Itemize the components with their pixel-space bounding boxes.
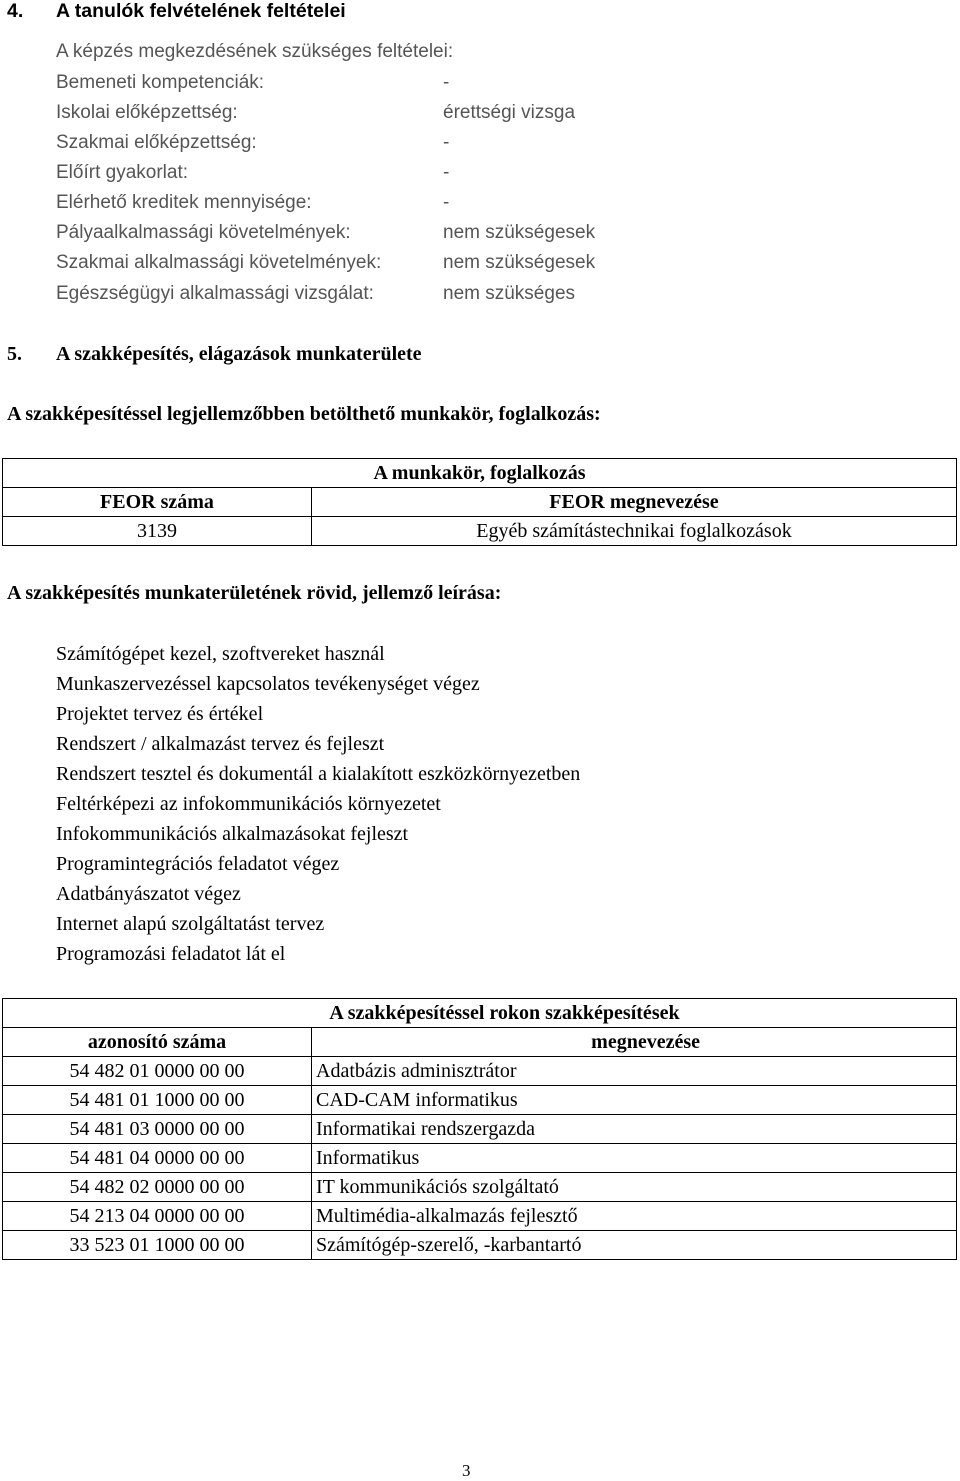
list-item: Adatbányászatot végez [56, 883, 241, 905]
description-heading: A szakképesítés munkaterületének rövid, jellemző leírása: [7, 582, 502, 604]
qualification-id: 54 481 03 0000 00 00 [3, 1115, 312, 1144]
section-number: 4. [7, 0, 24, 22]
qualification-name: CAD-CAM informatikus [312, 1086, 957, 1115]
feor-code: 3139 [3, 517, 312, 546]
req-label: Szakmai előképzettség: [56, 132, 257, 153]
feor-subtitle: A szakképesítéssel legjellemzőbben betölthető munkakör, foglalkozás: [7, 403, 601, 425]
qualification-id: 54 481 04 0000 00 00 [3, 1144, 312, 1173]
table-row [3, 1173, 957, 1202]
req-label: Bemeneti kompetenciák: [56, 72, 265, 93]
page-number: 3 [462, 1461, 471, 1480]
list-item: Internet alapú szolgáltatást tervez [56, 913, 325, 935]
column-header: azonosító száma [3, 1028, 312, 1057]
list-item: Munkaszervezéssel kapcsolatos tevékenységet végez [56, 673, 480, 695]
table-row [3, 488, 957, 517]
section-title: A szakképesítés, elágazások munkaterülete [56, 343, 422, 365]
column-header: megnevezése [312, 1028, 957, 1057]
feor-name: Egyéb számítástechnikai foglalkozások [312, 517, 957, 546]
req-label: Szakmai alkalmassági követelmények: [56, 252, 382, 273]
section-number: 5. [7, 343, 22, 365]
table-row [3, 1144, 957, 1173]
table-row [3, 1086, 957, 1115]
qualification-id: 54 213 04 0000 00 00 [3, 1202, 312, 1231]
table-row [3, 1028, 957, 1057]
qualification-id: 33 523 01 1000 00 00 [3, 1231, 312, 1260]
qualification-name: Multimédia-alkalmazás fejlesztő [312, 1202, 957, 1231]
req-value: nem szükségesek [443, 252, 596, 273]
table-row [3, 459, 957, 488]
qualification-name: Informatikus [312, 1144, 957, 1173]
column-header: FEOR megnevezése [312, 488, 957, 517]
list-item: Rendszert / alkalmazást tervez és fejleszt [56, 733, 385, 755]
list-item: Feltérképezi az infokommunikációs környezetet [56, 793, 441, 815]
related-qualifications-table [2, 998, 957, 1260]
table-caption: A szakképesítéssel rokon szakképesítések [3, 999, 957, 1028]
qualification-name: IT kommunikációs szolgáltató [312, 1173, 957, 1202]
qualification-id: 54 482 02 0000 00 00 [3, 1173, 312, 1202]
section-title: A tanulók felvételének feltételei [56, 0, 346, 22]
qualification-name: Számítógép-szerelő, -karbantartó [312, 1231, 957, 1260]
req-value: nem szükségesek [443, 222, 596, 243]
list-item: Programozási feladatot lát el [56, 943, 286, 965]
qualification-id: 54 482 01 0000 00 00 [3, 1057, 312, 1086]
table-row [3, 517, 957, 546]
list-item: Rendszert tesztel és dokumentál a kialakított eszközkörnyezetben [56, 763, 581, 785]
req-value: - [443, 162, 450, 183]
req-value: - [443, 132, 450, 153]
list-item: Számítógépet kezel, szoftvereket használ [56, 643, 385, 665]
req-value: érettségi vizsga [443, 102, 576, 123]
qualification-id: 54 481 01 1000 00 00 [3, 1086, 312, 1115]
qualification-name: Adatbázis adminisztrátor [312, 1057, 957, 1086]
table-row [3, 1057, 957, 1086]
list-item: Programintegrációs feladatot végez [56, 853, 340, 875]
table-row [3, 1115, 957, 1144]
req-value: nem szükséges [443, 283, 576, 304]
table-row [3, 999, 957, 1028]
list-item: Infokommunikációs alkalmazásokat fejleszt [56, 823, 409, 845]
qualification-name: Informatikai rendszergazda [312, 1115, 957, 1144]
column-header: FEOR száma [3, 488, 312, 517]
req-label: Egészségügyi alkalmassági vizsgálat: [56, 283, 374, 304]
req-value: - [443, 192, 450, 213]
req-label: Iskolai előképzettség: [56, 102, 238, 123]
req-label: Elérhető kreditek mennyisége: [56, 192, 312, 213]
table-caption: A munkakör, foglalkozás [3, 459, 957, 488]
requirements-intro: A képzés megkezdésének szükséges feltételei: [56, 41, 454, 62]
list-item: Projektet tervez és értékel [56, 703, 264, 725]
req-value: - [443, 72, 450, 93]
table-row [3, 1231, 957, 1260]
req-label: Pályaalkalmassági követelmények: [56, 222, 351, 243]
req-label: Előírt gyakorlat: [56, 162, 188, 183]
feor-table [2, 458, 957, 546]
table-row [3, 1202, 957, 1231]
